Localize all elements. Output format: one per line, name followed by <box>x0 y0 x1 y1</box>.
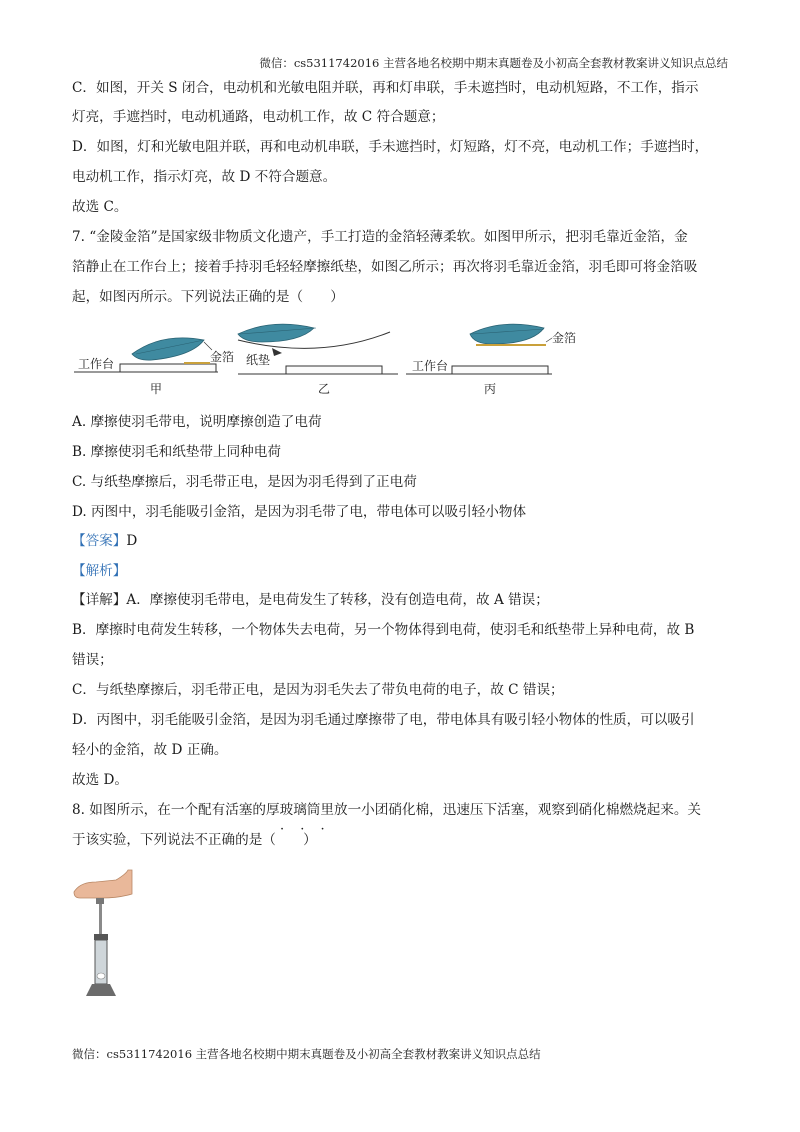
q7-answer-row <box>72 531 732 551</box>
gold-foil-jia <box>184 362 210 364</box>
gold-foil-label-bing: 金箔 <box>552 331 577 345</box>
q7-option-d: D. 丙图中，羽毛能吸引金箔，是因为羽毛带了电，带电体可以吸引轻小物体 <box>72 504 527 520</box>
q7-stem-line3: 起，如图丙所示。下列说法正确的是（ ） <box>72 289 344 305</box>
q8-stem-line1: 8. 如图所示，在一个配有活塞的厚玻璃筒里放一小团硝化棉，迅速压下活塞，观察到硝化棉燃烧起来。关 <box>72 802 702 818</box>
q7-figure <box>72 320 632 400</box>
feather-jia <box>132 338 204 360</box>
nitrocellulose <box>97 973 105 979</box>
q7-option-b: B. 摩擦使羽毛和纸垫带上同种电荷 <box>72 444 281 460</box>
prev-option-c-line2: 灯亮，手遮挡时，电动机通路，电动机工作，故 C 符合题意； <box>72 109 445 125</box>
prev-option-d-line2: 电动机工作，指示灯亮，故 D 不符合题意。 <box>72 169 337 185</box>
q7-option-a: A. 摩擦使羽毛带电，说明摩擦创造了电荷 <box>72 414 322 430</box>
q7-conclusion: 故选 D。 <box>72 772 129 788</box>
q7-detail-b-line2: 错误； <box>72 652 113 668</box>
q7-detail-b-line1: B．摩擦时电荷发生转移，一个物体失去电荷，另一个物体得到电荷，使羽毛和纸垫带上异种电荷，故 B <box>72 622 695 638</box>
prev-conclusion: 故选 C。 <box>72 199 128 215</box>
q8-stem-line2-row <box>72 822 732 850</box>
cylinder-cap <box>94 934 108 940</box>
emphasis-dots: · · · <box>280 822 331 837</box>
header-watermark-note: 微信：cs5311742016 主营各地名校期中期末真题卷及小初高全套教材教案讲义知识点总结 <box>259 56 728 70</box>
q8-stem-line2: 于该实验，下列说法不正确的是（ ） <box>72 832 317 848</box>
q7-detail-d-line2: 轻小的金箔，故 D 正确。 <box>72 742 228 758</box>
figure-jia <box>74 338 234 396</box>
answer-tag: 【答案】 <box>72 533 127 549</box>
label-jia: 甲 <box>150 382 163 396</box>
prev-option-c-line1: C．如图，开关 S 闭合，电动机和光敏电阻并联，再和灯串联，手未遮挡时，电动机短路，不工作，指示 <box>72 80 699 96</box>
piston-knob <box>96 898 104 904</box>
analysis-tag: 【解析】 <box>72 563 127 579</box>
label-yi: 乙 <box>318 382 331 396</box>
q7-detail-d-line1: D．丙图中，羽毛能吸引金箔，是因为羽毛通过摩擦带了电，带电体具有吸引轻小物体的性质，可以吸引 <box>72 712 695 728</box>
answer-value: D <box>126 533 138 549</box>
q7-analysis-row <box>72 561 732 581</box>
detail-tag: 【详解】 <box>72 592 127 608</box>
q7-detail-c: C．与纸垫摩擦后，羽毛带正电，是因为羽毛失去了带负电荷的电子，故 C 错误； <box>72 682 564 698</box>
gold-foil-bing <box>476 344 546 346</box>
feather-bing <box>470 324 544 344</box>
detail-a: A．摩擦使羽毛带电，是电荷发生了转移，没有创造电荷，故 A 错误； <box>126 592 549 608</box>
stand-base <box>86 984 116 996</box>
figure-bing <box>406 324 576 396</box>
prev-option-d-line1: D．如图，灯和光敏电阻并联，再和电动机串联，手未遮挡时，灯短路，灯不亮，电动机工作；手遮挡时， <box>72 139 709 155</box>
figure-yi <box>238 324 398 396</box>
hand-illustration <box>74 870 132 898</box>
workbench-label-bing: 工作台 <box>412 359 449 373</box>
footer-watermark-note: 微信：cs5311742016 主营各地名校期中期末真题卷及小初高全套教材教案讲义知识点总结 <box>72 1047 541 1061</box>
q8-figure <box>72 868 136 1000</box>
paper-pad-label: 纸垫 <box>246 353 271 367</box>
q7-option-c: C. 与纸垫摩擦后，羽毛带正电，是因为羽毛得到了正电荷 <box>72 474 417 490</box>
workbench-label: 工作台 <box>78 357 115 371</box>
q7-stem-line2: 箔静止在工作台上；接着手持羽毛轻轻摩擦纸垫，如图乙所示；再次将羽毛靠近金箔，羽毛即可将金箔吸 <box>72 259 698 275</box>
q7-detail-a-row <box>72 590 732 610</box>
gold-foil-label: 金箔 <box>210 350 235 364</box>
label-bing: 丙 <box>484 382 497 396</box>
q7-stem-line1: 7. “金陵金箔”是国家级非物质文化遗产，手工打造的金箔轻薄柔软。如图甲所示，把羽毛靠近金箔，金 <box>72 229 688 245</box>
